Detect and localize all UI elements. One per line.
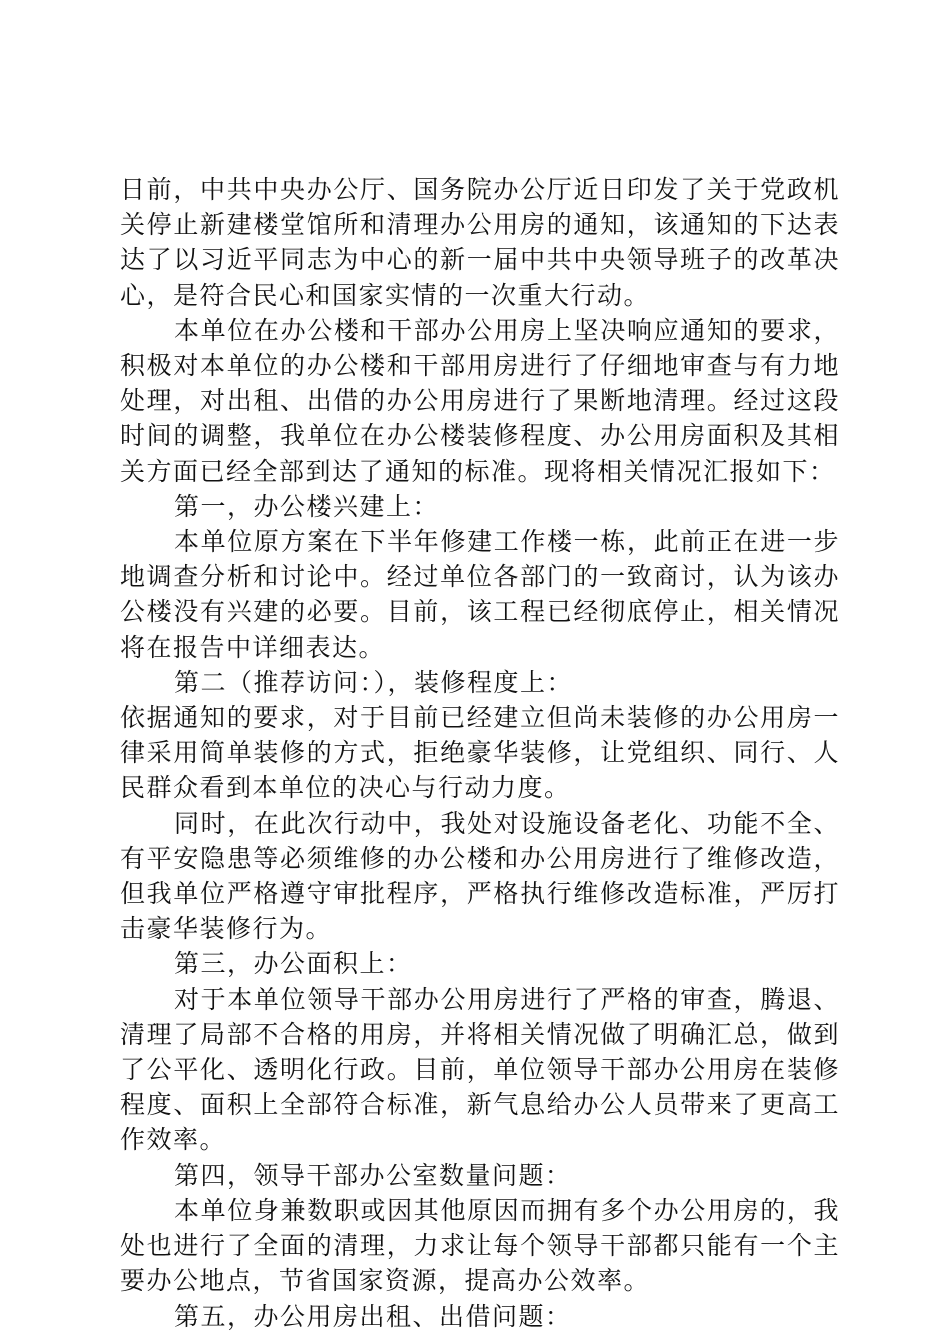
section-heading-first: 第一，办公楼兴建上： <box>174 491 440 521</box>
section-heading-fifth: 第五，办公用房出租、出借问题： <box>174 1301 572 1331</box>
paragraph-third-body: 对于本单位领导干部办公用房进行了严格的审查，腾退、清理了局部不合格的用房，并将相关情况做了明确汇总，做到了公平化、透明化行政。目前，单位领导干部办公用房在装修程度、面积上全部符合标准，新气息给办公人员带来了更高工作效率。 <box>120 984 840 1155</box>
paragraph-second-continued: 同时，在此次行动中，我处对设施设备老化、功能不全、有平安隐患等必须维修的办公楼和办公用房进行了维修改造，但我单位严格遵守审批程序，严格执行维修改造标准，严厉打击豪华装修行为。 <box>120 808 840 944</box>
section-heading-fourth: 第四，领导干部办公室数量问题： <box>174 1160 572 1190</box>
paragraph-second-body: 依据通知的要求，对于目前已经建立但尚未装修的办公用房一律采用简单装修的方式，拒绝豪华装修，让党组织、同行、人民群众看到本单位的决心与行动力度。 <box>120 703 840 803</box>
section-heading-third: 第三，办公面积上： <box>174 949 413 979</box>
section-heading-second: 第二（推荐访问：），装修程度上： <box>174 667 574 697</box>
paragraph-first-body: 本单位原方案在下半年修建工作楼一栋，此前正在进一步地调查分析和讨论中。经过单位各部门的一致商讨，认为该办公楼没有兴建的必要。目前，该工程已经彻底停止，相关情况将在报告中详细表达。 <box>120 527 840 662</box>
paragraph-fourth-body: 本单位身兼数职或因其他原因而拥有多个办公用房的，我处也进行了全面的清理，力求让每个领导干部都只能有一个主要办公地点，节省国家资源，提高办公效率。 <box>120 1195 840 1296</box>
document-body <box>120 172 840 1334</box>
paragraph-response: 本单位在办公楼和干部办公用房上坚决响应通知的要求，积极对本单位的办公楼和干部用房进行了仔细地审查与有力地处理，对出租、出借的办公用房进行了果断地清理。经过这段时间的调整，我单位在办公楼装修程度、办公用房面积及其相关方面已经全部到达了通知的标准。现将相关情况汇报如下： <box>120 315 840 486</box>
paragraph-intro: 日前，中共中央办公厅、国务院办公厅近日印发了关于党政机关停止新建楼堂馆所和清理办公用房的通知，该通知的下达表达了以习近平同志为中心的新一届中共中央领导班子的改革决心，是符合民心和国家实情的一次重大行动。 <box>120 175 840 310</box>
